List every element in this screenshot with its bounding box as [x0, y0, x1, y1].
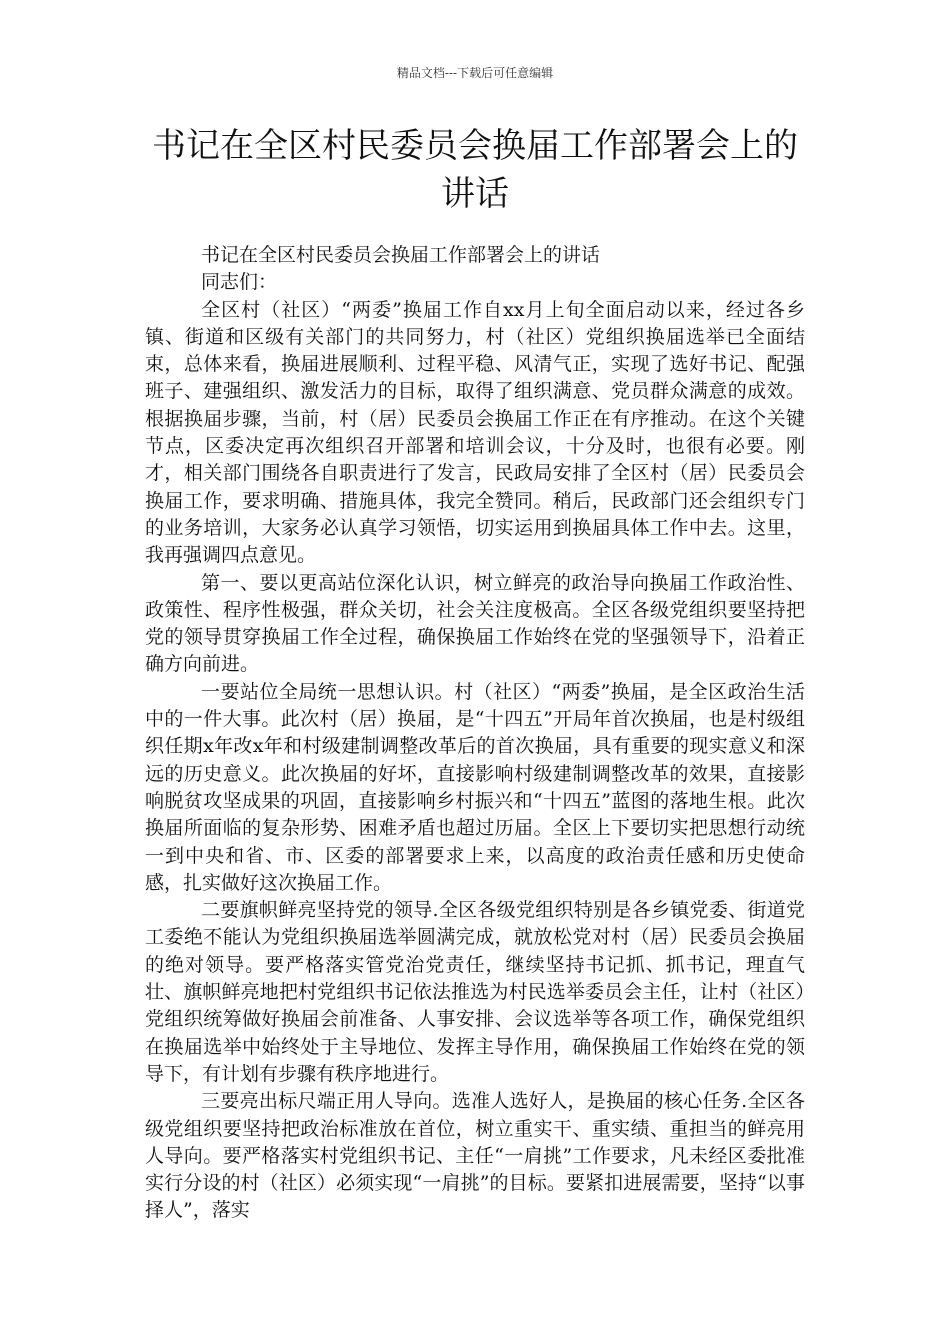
paragraph-intro: 全区村（社区）“两委”换届工作自xx月上旬全面启动以来，经过各乡镇、街道和区级有关部门的共同努力，村（社区）党组织换届选举已全面结束，总体来看，换届进展顺利、过程平稳、风清气正，实现了选好书记、配强班子、建强组织、激发活力的目标，取得了组织满意、党员群众满意的成效。根据换届步骤，当前，村（居）民委员会换届工作正在有序推动。在这个关键节点，区委决定再次组织召开部署和培训会议，十分及时，也很有必要。刚才，相关部门围绕各自职责进行了发言，民政局安排了全区村（居）民委员会换届工作，要求明确、措施具体，我完全赞同。稍后，民政部门还会组织专门的业务培训，大家务必认真学习领悟，切实运用到换届具体工作中去。这里，我再强调四点意见。 [145, 298, 805, 567]
greeting: 同志们： [201, 271, 278, 294]
document-subtitle: 书记在全区村民委员会换届工作部署会上的讲话 [201, 244, 601, 266]
paragraph-point-one: 第一、要以更高站位深化认识，树立鲜亮的政治导向换届工作政治性、政策性、程序性极强，群众关切，社会关注度极高。全区各级党组织要坚持把党的领导贯穿换届工作全过程，确保换届工作始终在党的坚强领导下，沿着正确方向前进。 [145, 571, 805, 676]
paragraph-sub-three: 三要亮出标尺端正用人导向。选准人选好人，是换届的核心任务.全区各级党组织要坚持把政治标准放在首位，树立重实干、重实绩、重担当的鲜亮用人导向。要严格落实村党组织书记、主任“一肩挑”工作要求，凡未经区委批准实行分设的村（社区）必须实现“一肩挑”的目标。要紧扣进展需要，坚持“以事择人”，落实 [145, 1090, 805, 1222]
document-body [145, 242, 805, 1225]
paragraph-sub-one: 一要站位全局统一思想认识。村（社区）“两委”换届，是全区政治生活中的一件大事。此次村（居）换届，是“十四五”开局年首次换届，也是村级组织任期x年改x年和村级建制调整改革后的首次换届，具有重要的现实意义和深远的历史意义。此次换届的好坏，直接影响村级建制调整改革的效果，直接影响脱贫攻坚成果的巩固，直接影响乡村振兴和“十四五”蓝图的落地生根。此次换届所面临的复杂形势、困难矛盾也超过历届。全区上下要切实把思想行动统一到中央和省、市、区委的部署要求上来，以高度的政治责任感和历史使命感，扎实做好这次换届工作。 [145, 680, 805, 894]
document-title: 书记在全区村民委员会换届工作部署会上的讲话 [152, 126, 798, 214]
page-header-watermark: 精品文档---下载后可任意编辑 [396, 66, 554, 80]
paragraph-sub-two: 二要旗帜鲜亮坚持党的领导.全区各级党组织特别是各乡镇党委、街道党工委绝不能认为党组织换届选举圆满完成，就放松党对村（居）民委员会换届的绝对领导。要严格落实管党治党责任，继续坚持书记抓、抓书记，理直气壮、旗帜鲜亮地把村党组织书记依法推选为村民选举委员会主任，让村（社区）党组织统筹做好换届会前准备、人事安排、会议选举等各项工作，确保党组织在换届选举中始终处于主导地位、发挥主导作用，确保换届工作始终在党的领导下，有计划有步骤有秩序地进行。 [145, 899, 805, 1085]
